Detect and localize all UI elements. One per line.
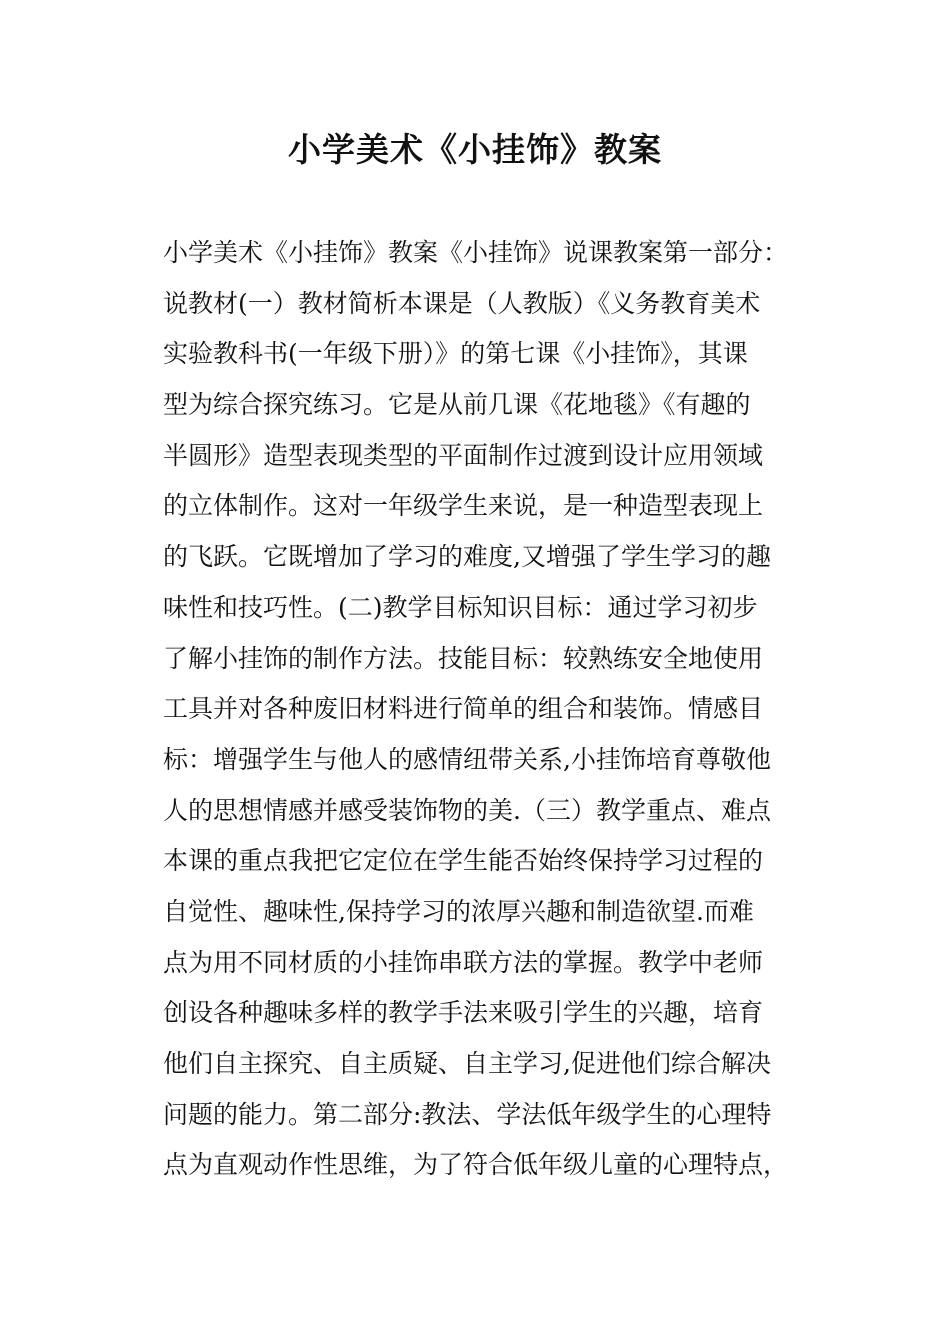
body-line: 点为用不同材质的小挂饰串联方法的掌握。教学中老师 <box>163 947 764 977</box>
body-line: 人的思想情感并感受装饰物的美.（三）教学重点、难点 <box>163 795 771 825</box>
body-line: 点为直观动作性思维，为了符合低年级儿童的心理特点， <box>163 1150 789 1180</box>
body-line: 型为综合探究练习。它是从前几课《花地毯》《有趣的 <box>163 390 751 420</box>
body-line: 说教材(一）教材简析本课是（人教版）《义务教育美术 <box>163 288 761 318</box>
body-line: 本课的重点我把它定位在学生能否始终保持学习过程的 <box>163 846 764 876</box>
body-line: 半圆形》造型表现类型的平面制作过渡到设计应用领域 <box>163 440 764 470</box>
document-body <box>163 228 803 1191</box>
body-line: 的飞跃。它既增加了学习的难度,又增强了学生学习的趣 <box>163 542 771 572</box>
body-line: 问题的能力。第二部分:教法、学法低年级学生的心理特 <box>163 1099 772 1129</box>
body-line: 了解小挂饰的制作方法。技能目标：较熟练安全地使用 <box>163 643 764 673</box>
body-line: 的立体制作。这对一年级学生来说，是一种造型表现上 <box>163 491 764 521</box>
body-line: 味性和技巧性。(二)教学目标知识目标：通过学习初步 <box>163 592 758 622</box>
body-line: 自觉性、趣味性,保持学习的浓厚兴趣和制造欲望.而难 <box>163 896 754 926</box>
document-title: 小学美术《小挂饰》教案 <box>288 130 662 169</box>
body-line: 他们自主探究、自主质疑、自主学习,促进他们综合解决 <box>163 1049 771 1078</box>
body-line: 实验教科书(一年级下册）》的第七课《小挂饰》，其课 <box>163 339 748 369</box>
body-line: 小学美术《小挂饰》教案《小挂饰》说课教案第一部分： <box>163 238 789 267</box>
body-line: 创设各种趣味多样的教学手法来吸引学生的兴趣，培育 <box>163 998 764 1028</box>
body-line: 标：增强学生与他人的感情纽带关系,小挂饰培育尊敬他 <box>163 744 771 774</box>
body-line: 工具并对各种废旧材料进行简单的组合和装饰。情感目 <box>163 694 764 724</box>
